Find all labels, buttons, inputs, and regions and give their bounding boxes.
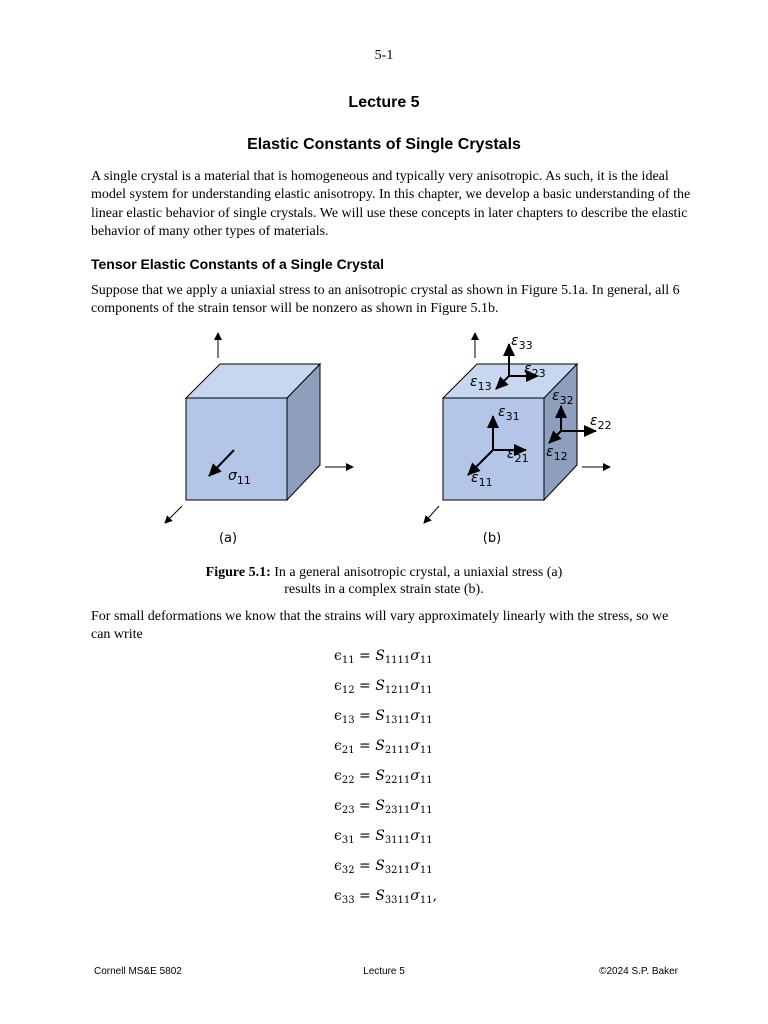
epsilon21-label: $\varepsilon_{21}$ — [507, 446, 529, 465]
lecture-title: Lecture 5 — [348, 94, 420, 111]
epsilon31-label: $\varepsilon_{31}$ — [498, 404, 520, 423]
strain-equation: $\epsilon_{31} = S_{3111}\sigma_{11}$ — [334, 828, 433, 846]
chapter-title: Elastic Constants of Single Crystals — [247, 136, 521, 153]
epsilon11-label: $\varepsilon_{11}$ — [471, 470, 493, 489]
caption-label: Figure 5.1: — [205, 565, 271, 580]
epsilon32-label: $\varepsilon_{32}$ — [552, 388, 574, 407]
setup-paragraph: Suppose that we apply a uniaxial stress to an anisotropic crystal as shown in Figure 5.1a. In general, all 6 components of the strain tensor will be nonzero as shown in Figure 5.1b. — [91, 283, 680, 317]
footer-center: Lecture 5 — [363, 966, 405, 977]
strain-equation: $\epsilon_{11} = S_{1111}\sigma_{11}$ — [334, 648, 433, 666]
panel-b-label: (b) — [482, 531, 502, 546]
linear-paragraph: For small deformations we know that the strains will vary approximately linearly with the stress, so we can write — [91, 609, 669, 643]
strain-equation: $\epsilon_{23} = S_{2311}\sigma_{11}$ — [334, 798, 433, 816]
intro-paragraph: A single crystal is a material that is homogeneous and typically very anisotropic. As such, it is the ideal model system for understanding elastic anisotropy. In this chapter, we develop a basic understanding of the linear elastic behavior of single crystals. We will use these concepts in later chapters to describe the elastic behavior of many other types of materials. — [91, 169, 691, 239]
footer-right: ©2024 S.P. Baker — [599, 966, 678, 977]
epsilon12-label: $\varepsilon_{12}$ — [546, 444, 568, 463]
panel-a-label: (a) — [218, 531, 238, 546]
strain-equation: $\epsilon_{13} = S_{1311}\sigma_{11}$ — [334, 708, 433, 726]
caption-line1: In a general anisotropic crystal, a uniaxial stress (a) — [270, 565, 563, 580]
cube-a — [186, 364, 320, 500]
epsilon13-label: $\varepsilon_{13}$ — [470, 374, 492, 393]
epsilon23-label: $\varepsilon_{23}$ — [524, 361, 546, 380]
cube-b — [443, 364, 577, 500]
footer-left: Cornell MS&E 5802 — [94, 966, 182, 977]
page-number: 5-1 — [374, 48, 394, 63]
strain-equation: $\epsilon_{33} = S_{3311}\sigma_{11}$, — [334, 888, 438, 906]
strain-equation: $\epsilon_{32} = S_{3211}\sigma_{11}$ — [334, 858, 433, 876]
epsilon22-label: $\varepsilon_{22}$ — [590, 413, 612, 432]
figure-5-1 — [150, 328, 630, 553]
section-heading: Tensor Elastic Constants of a Single Crystal — [91, 256, 385, 272]
caption-line2: results in a complex strain state (b). — [284, 582, 484, 597]
epsilon33-label: $\varepsilon_{33}$ — [511, 333, 533, 352]
axis-arrow-x-b — [424, 506, 439, 523]
strain-equation: $\epsilon_{22} = S_{2211}\sigma_{11}$ — [334, 768, 433, 786]
sigma11-label: $\sigma_{11}$ — [228, 468, 251, 487]
strain-equation: $\epsilon_{21} = S_{2111}\sigma_{11}$ — [334, 738, 433, 756]
figure-caption — [0, 564, 768, 598]
strain-equation: $\epsilon_{12} = S_{1211}\sigma_{11}$ — [334, 678, 433, 696]
axis-arrow-x-a — [165, 506, 182, 523]
